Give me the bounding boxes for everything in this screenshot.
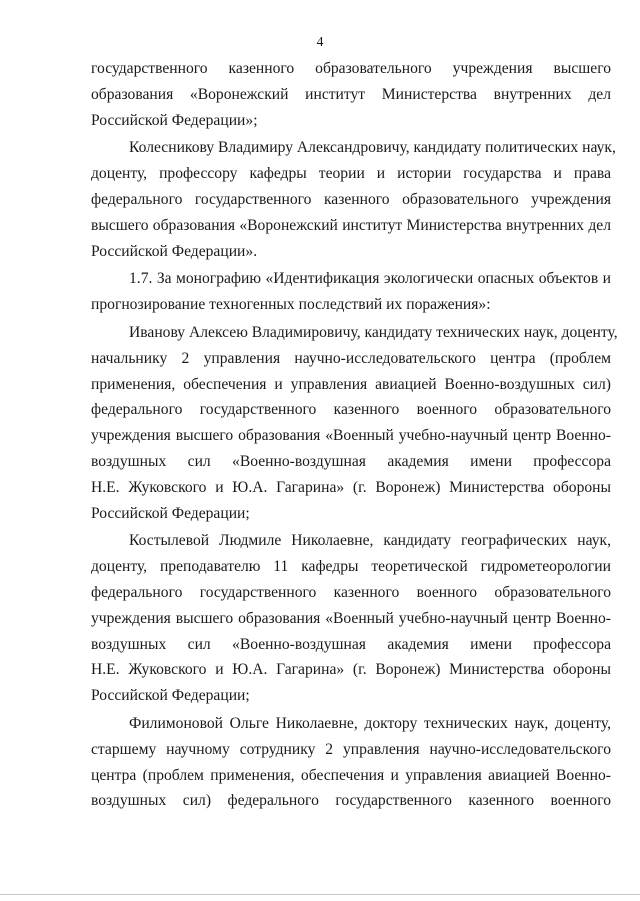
text-line: воздушных сил) федерального государственного казенного военного: [91, 792, 611, 810]
text-line: Н.Е. Жуковского и Ю.А. Гагарина» (г. Воронеж) Министерства обороны: [91, 661, 611, 679]
text-line: Российской Федерации;: [91, 687, 250, 705]
text-line: федерального государственного казенного образовательного учреждения: [91, 190, 611, 208]
text-line: Костылевой Людмиле Николаевне, кандидату географических наук,: [129, 532, 611, 550]
text-line: применения, обеспечения и управления авиацией Военно-воздушных сил): [91, 375, 611, 393]
text-line: учреждения высшего образования «Военный учебно-научный центр Военно-: [91, 427, 611, 445]
document-body: [91, 56, 618, 814]
text-line: высшего образования «Воронежский институт Министерства внутренних дел: [91, 216, 611, 234]
paragraph: [91, 528, 611, 709]
text-line: федерального государственного казенного военного образовательного: [91, 583, 611, 601]
paragraph: [91, 320, 618, 526]
text-line: доценту, преподавателю 11 кафедры теоретической гидрометеорологии: [91, 558, 611, 576]
text-line: Колесникову Владимиру Александровичу, кандидату политических наук,: [129, 139, 616, 157]
text-line: Иванову Алексею Владимировичу, кандидату технических наук, доценту,: [129, 323, 618, 341]
text-line: воздушных сил «Военно-воздушная академия имени профессора: [91, 635, 611, 653]
text-line: образования «Воронежский институт Министерства внутренних дел: [91, 85, 611, 103]
text-line: воздушных сил «Военно-воздушная академия имени профессора: [91, 452, 611, 470]
page-bottom-edge: [0, 894, 640, 895]
text-line: 1.7. За монографию «Идентификация экологически опасных объектов и: [129, 270, 611, 288]
text-line: Российской Федерации;: [91, 504, 250, 522]
text-line: доценту, профессору кафедры теории и истории государства и права: [91, 165, 611, 183]
text-line: Российской Федерации».: [91, 242, 258, 260]
paragraph: [91, 135, 616, 264]
text-line: Российской Федерации»;: [91, 111, 258, 129]
text-line: учреждения высшего образования «Военный учебно-научный центр Военно-: [91, 609, 611, 627]
text-line: прогнозирование техногенных последствий их поражения»:: [91, 296, 491, 314]
paragraph: [91, 711, 611, 814]
text-line: федерального государственного казенного военного образовательного: [91, 401, 611, 419]
paragraph: [91, 266, 611, 318]
text-line: старшему научному сотруднику 2 управления научно-исследовательского: [91, 740, 611, 758]
text-line: начальнику 2 управления научно-исследовательского центра (проблем: [91, 349, 611, 367]
text-line: Филимоновой Ольге Николаевне, доктору технических наук, доценту,: [129, 714, 611, 732]
page-number: 4: [316, 35, 324, 50]
text-line: центра (проблем применения, обеспечения и управления авиацией Военно-: [91, 766, 611, 784]
text-line: государственного казенного образовательного учреждения высшего: [91, 60, 611, 77]
paragraph: [91, 56, 611, 133]
text-line: Н.Е. Жуковского и Ю.А. Гагарина» (г. Воронеж) Министерства обороны: [91, 478, 611, 496]
